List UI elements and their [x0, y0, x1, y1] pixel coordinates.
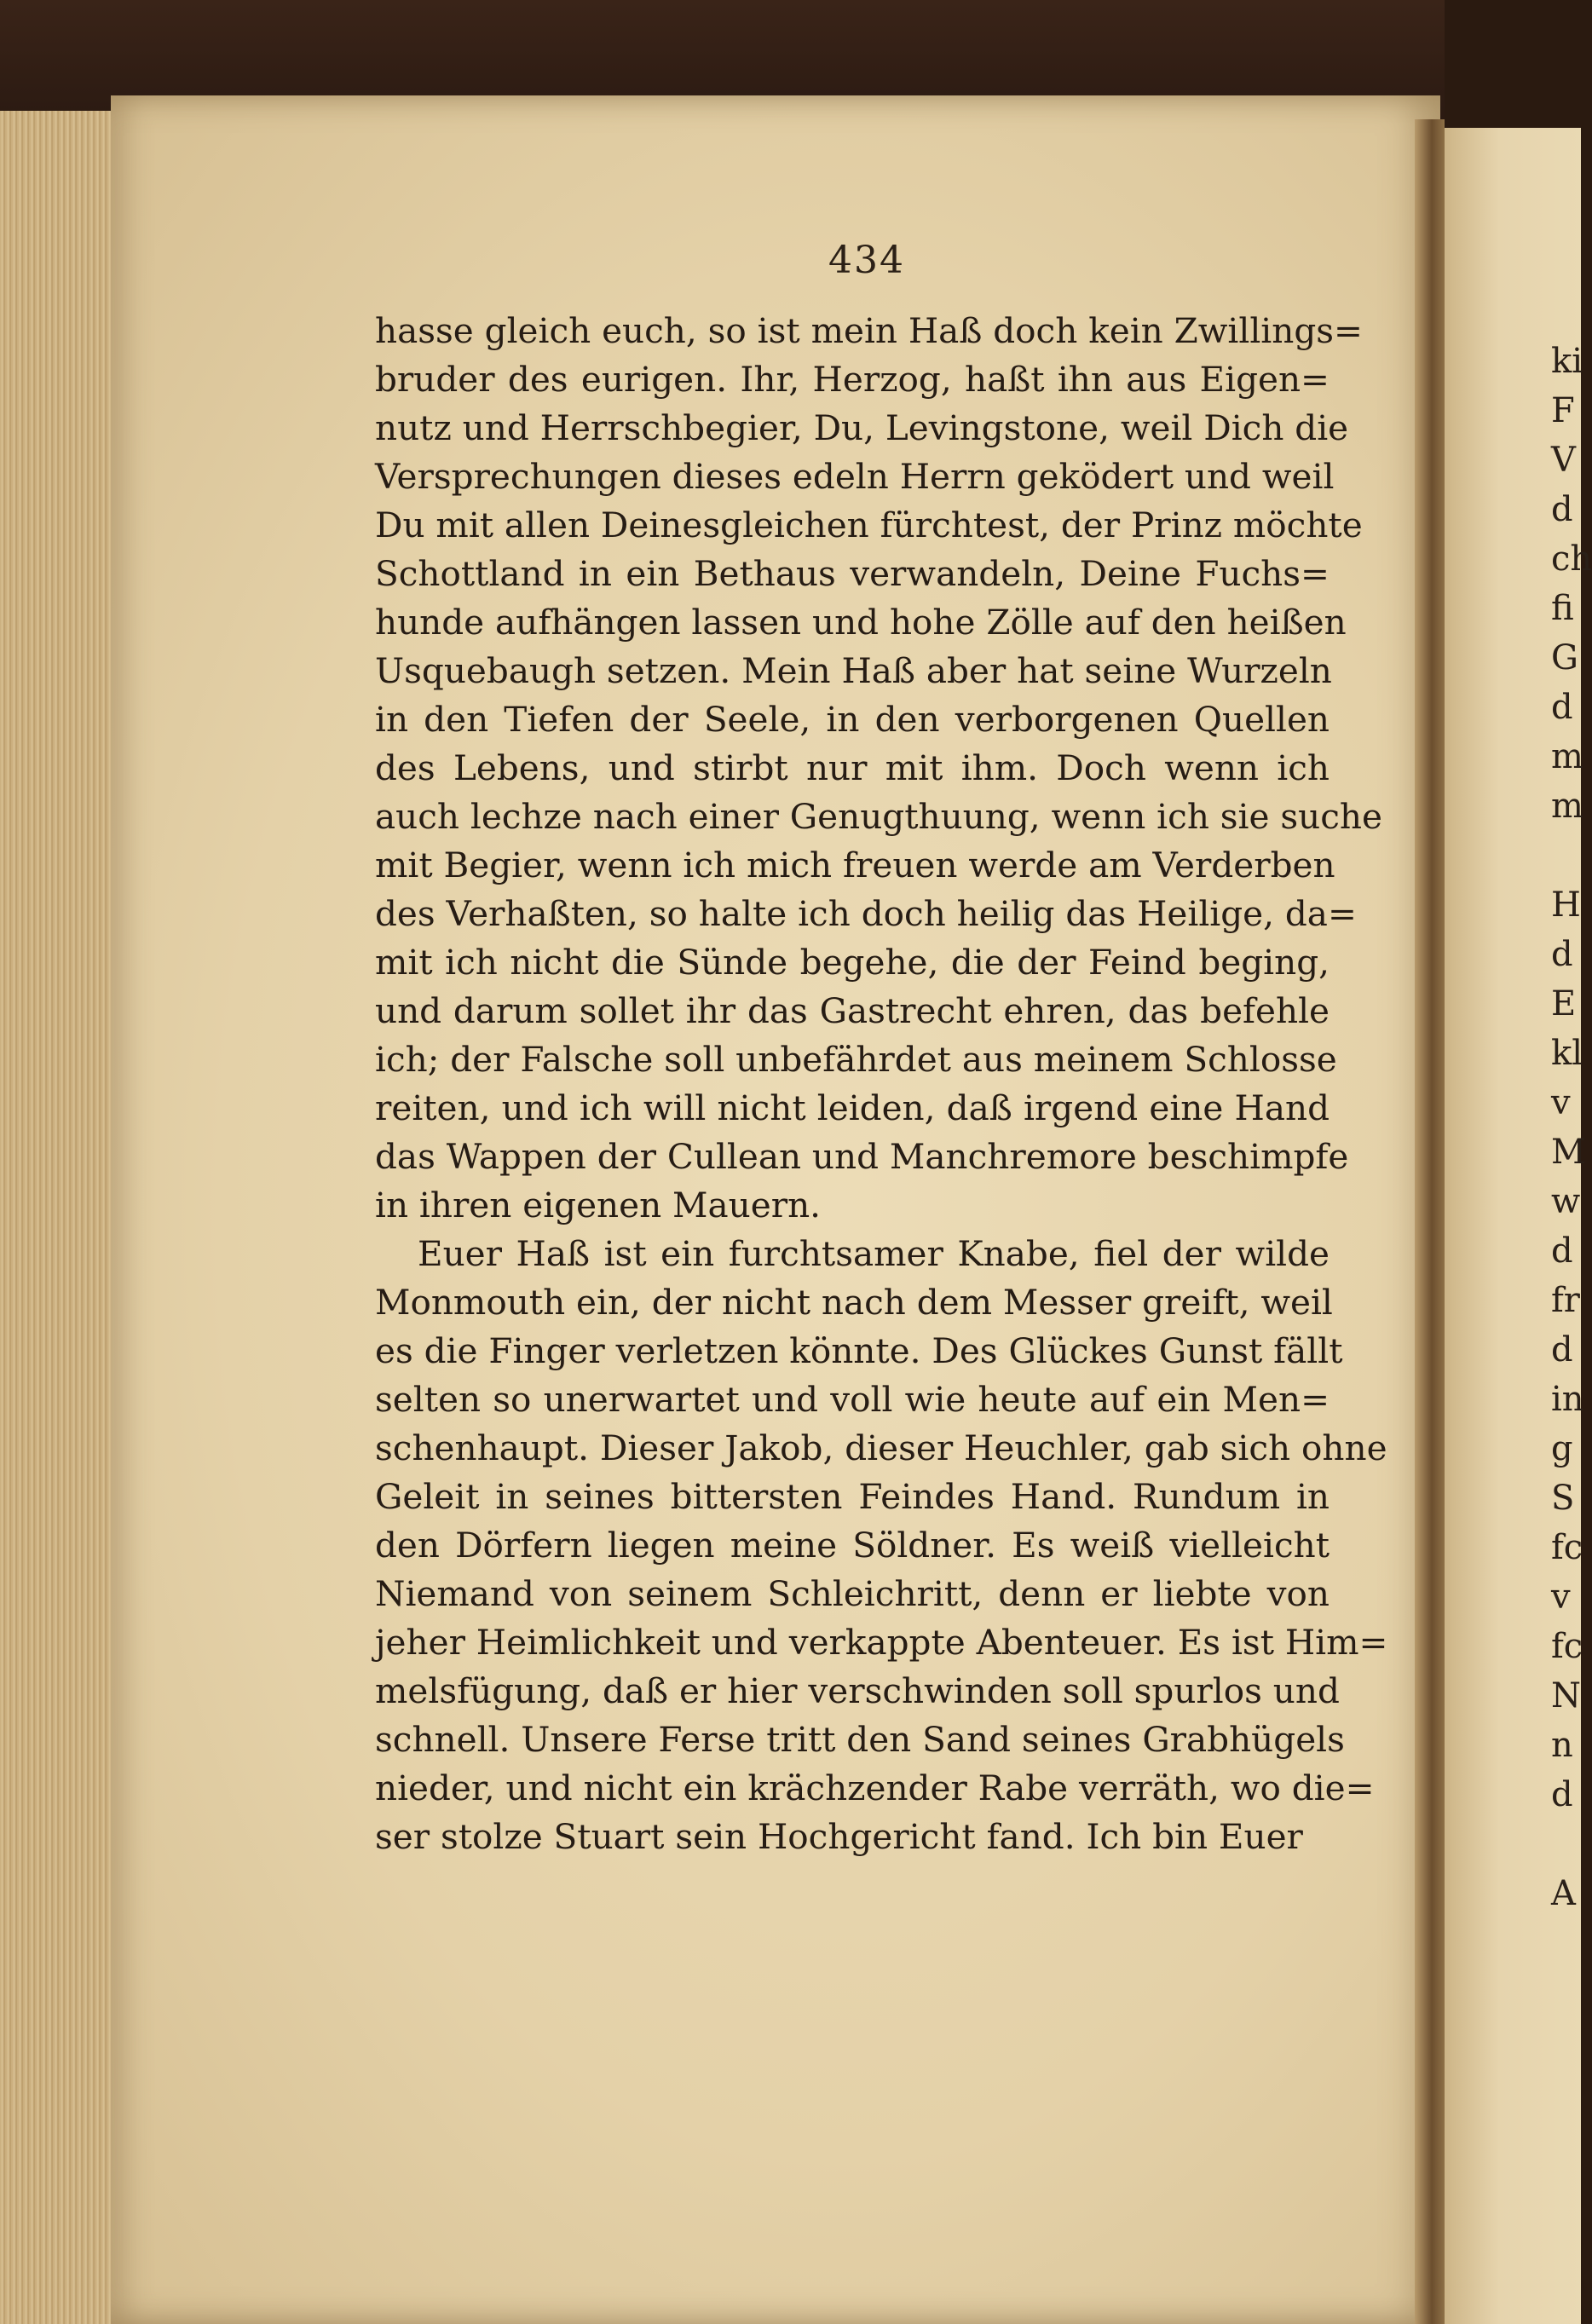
text-line: hunde aufhängen lassen und hohe Zölle auf den heißen [375, 602, 1347, 643]
facing-page-fragment: n [1551, 1726, 1573, 1765]
text-line: in ihren eigenen Mauern. [375, 1185, 822, 1225]
text-line: nieder, und nicht ein krächzender Rabe verräth, wo die= [375, 1768, 1375, 1808]
facing-page-fragment: m [1551, 737, 1583, 776]
facing-page-fragment: ch [1551, 539, 1592, 579]
facing-page-fragment [1551, 1819, 1585, 1869]
text-line: bruder des eurigen. Ihr, Herzog, haßt ihn aus Eigen= [375, 359, 1330, 400]
facing-page-fragment: A [1551, 1874, 1576, 1913]
text-line: ich; der Falsche soll unbefährdet aus meinem Schlosse [375, 1039, 1337, 1080]
facing-page-fragment: in [1551, 1380, 1584, 1419]
facing-page-fragment: d [1551, 1231, 1573, 1271]
text-line: nutz und Herrschbegier, Du, Levingstone, weil Dich die [375, 407, 1349, 448]
text-line: in den Tiefen der Seele, in den verborgenen Quellen [375, 699, 1330, 740]
facing-page-fragment: d [1551, 490, 1573, 529]
text-line: des Verhaßten, so halte ich doch heilig das Heilige, da= [375, 893, 1357, 934]
facing-page-fragment: H [1551, 885, 1581, 925]
facing-page-fragment: E [1551, 984, 1577, 1024]
facing-page-fragment: S [1551, 1479, 1575, 1518]
facing-page-fragment: G [1551, 638, 1578, 678]
facing-page-fragment: fc [1551, 1627, 1583, 1666]
facing-page-fragment: v [1551, 1083, 1571, 1122]
facing-page-fragment: F [1551, 391, 1575, 430]
text-line: das Wappen der Cullean und Manchremore beschimpfe [375, 1136, 1349, 1177]
text-line: mit Begier, wenn ich mich freuen werde am Verderben [375, 845, 1335, 885]
facing-page-fragment: V [1551, 441, 1576, 480]
facing-page-fragment: d [1551, 1330, 1573, 1370]
facing-page-fragment [1551, 831, 1585, 880]
text-line: melsfügung, daß er hier verschwinden soll spurlos und [375, 1670, 1340, 1711]
text-line: Niemand von seinem Schleichritt, denn er liebte von [375, 1573, 1330, 1614]
text-line: auch lechze nach einer Genugthuung, wenn ich sie suche [375, 796, 1382, 837]
text-line: des Lebens, und stirbt nur mit ihm. Doch wenn ich [375, 747, 1330, 788]
facing-page-fragment: g [1551, 1429, 1573, 1468]
facing-page-fragment: fi [1551, 589, 1574, 628]
background-corner [1445, 0, 1581, 128]
facing-page-fragment: ki [1551, 342, 1583, 381]
facing-page-fragment: fc [1551, 1528, 1583, 1567]
facing-page-fragment: v [1551, 1577, 1571, 1617]
body-text [375, 307, 1388, 1861]
facing-page-fragment: d [1551, 935, 1573, 974]
facing-page-fragment: fr [1551, 1281, 1580, 1320]
text-line: schenhaupt. Dieser Jakob, dieser Heuchler, gab sich ohne [375, 1427, 1387, 1468]
facing-page-fragment: d [1551, 688, 1573, 727]
text-line: Usquebaugh setzen. Mein Haß aber hat seine Wurzeln [375, 650, 1332, 691]
text-line: es die Finger verletzen könnte. Des Glückes Gunst fällt [375, 1330, 1343, 1371]
text-line: Geleit in seines bittersten Feindes Hand. Rundum in [375, 1476, 1330, 1517]
facing-page-fragment: w [1551, 1182, 1581, 1221]
text-line: schnell. Unsere Ferse tritt den Sand seines Grabhügels [375, 1719, 1345, 1760]
page-number: 434 [828, 239, 905, 282]
text-line: mit ich nicht die Sünde begehe, die der Feind beging, [375, 942, 1330, 983]
text-line: hasse gleich euch, so ist mein Haß doch kein Zwillings= [375, 310, 1363, 351]
book-gutter [1415, 119, 1449, 2324]
text-line: ser stolze Stuart sein Hochgericht fand. Ich bin Euer [375, 1816, 1303, 1857]
facing-page-fragment: m [1551, 787, 1583, 826]
text-line: Versprechungen dieses edeln Herrn geködert und weil [375, 456, 1335, 497]
text-line: selten so unerwartet und voll wie heute auf ein Men= [375, 1379, 1330, 1420]
text-line: Euer Haß ist ein furchtsamer Knabe, fiel der wilde [418, 1233, 1330, 1274]
text-line: und darum sollet ihr das Gastrecht ehren, das befehle [375, 990, 1330, 1031]
facing-page-fragment: N [1551, 1676, 1581, 1716]
text-line: jeher Heimlichkeit und verkappte Abenteuer. Es ist Him= [375, 1622, 1388, 1663]
text-line: Schottland in ein Bethaus verwandeln, Deine Fuchs= [375, 553, 1330, 594]
facing-page-fragment: kl [1551, 1034, 1583, 1073]
facing-page-text-fragments [1551, 337, 1592, 1918]
text-line: reiten, und ich will nicht leiden, daß irgend eine Hand [375, 1087, 1330, 1128]
page-edges [0, 111, 128, 2324]
text-line: den Dörfern liegen meine Söldner. Es weiß vielleicht [375, 1525, 1330, 1566]
text-line: Du mit allen Deinesgleichen fürchtest, der Prinz möchte [375, 505, 1363, 545]
text-line: Monmouth ein, der nicht nach dem Messer greift, weil [375, 1282, 1333, 1323]
facing-page-fragment: d [1551, 1775, 1573, 1814]
facing-page-fragment: M [1551, 1133, 1586, 1172]
